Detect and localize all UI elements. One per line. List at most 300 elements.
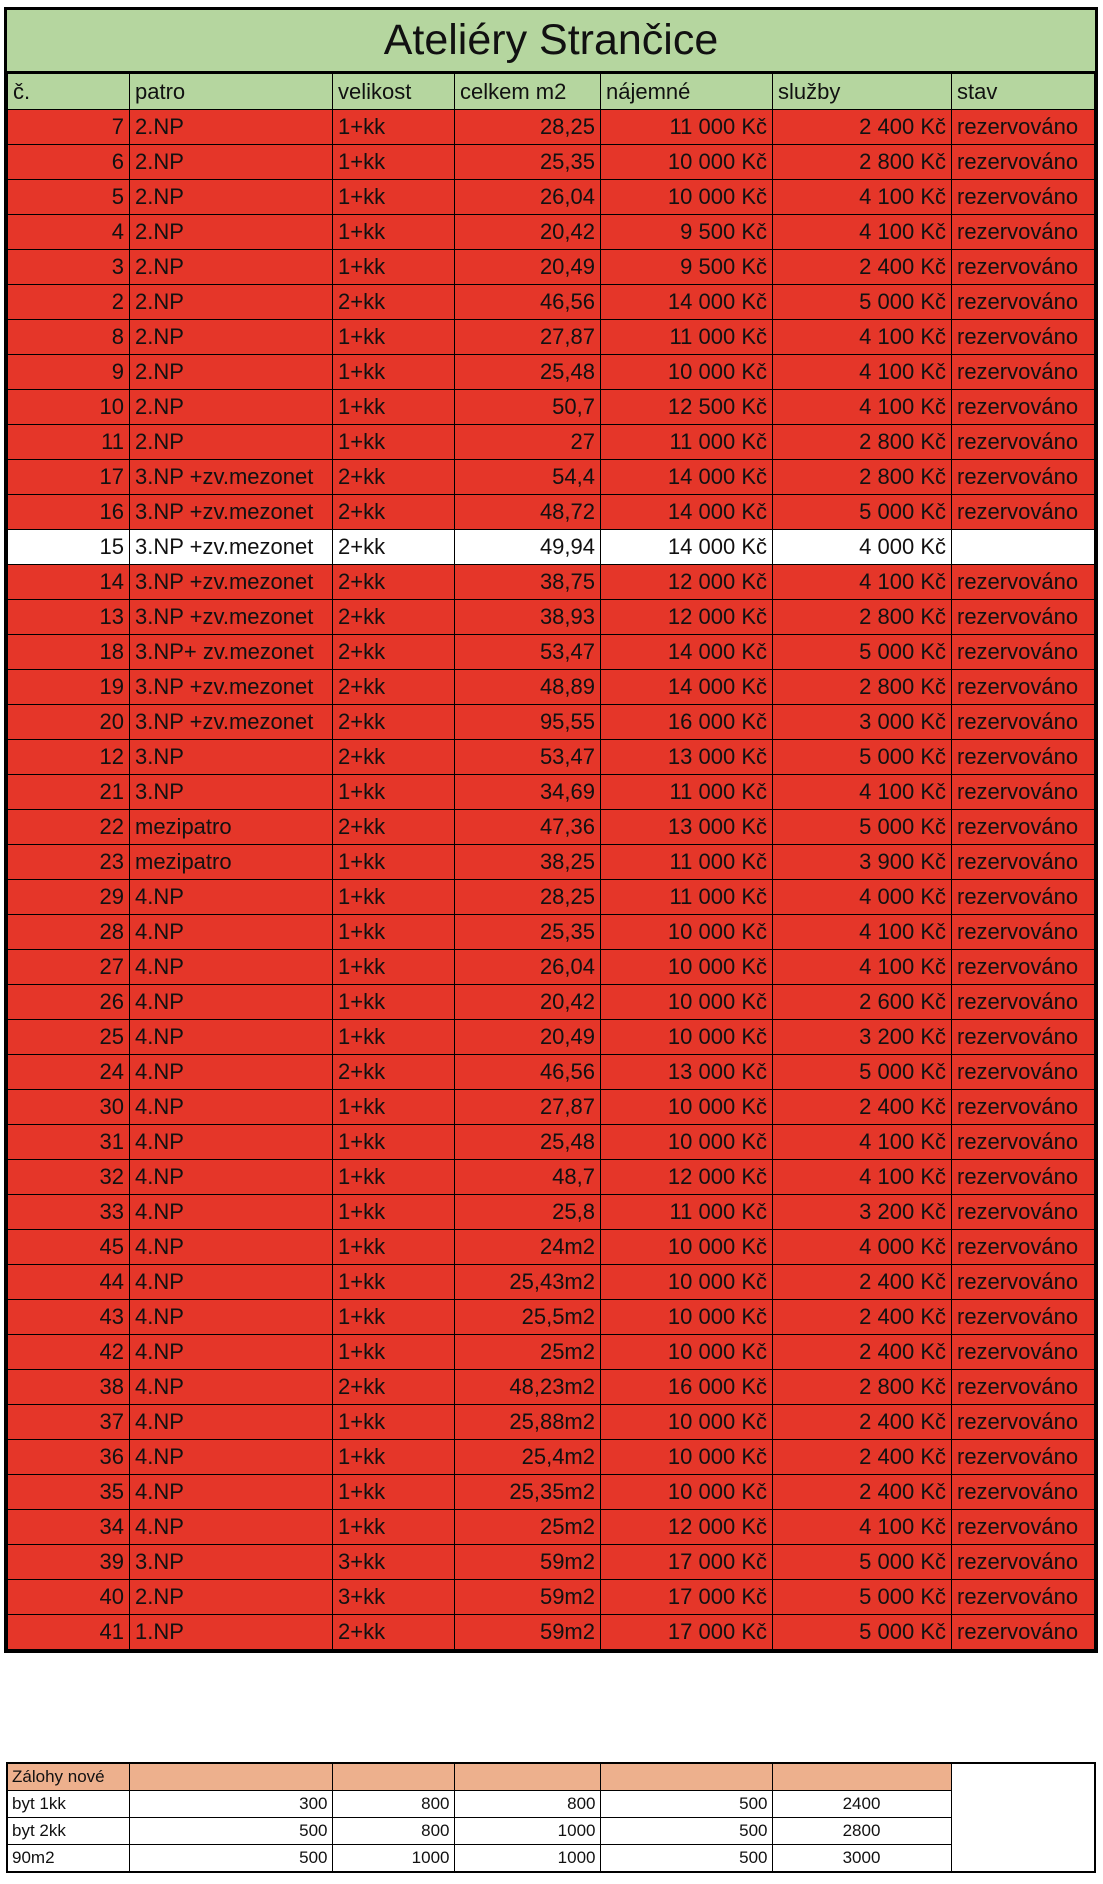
cell-services: 2 400 Kč	[773, 250, 952, 285]
cell-size: 1+kk	[333, 1440, 455, 1475]
table-row	[8, 1055, 1095, 1090]
cell-rent: 10 000 Kč	[601, 1125, 773, 1160]
table-row	[8, 1510, 1095, 1545]
cell-floor: 2.NP	[130, 425, 333, 460]
cell-status: rezervováno	[952, 1440, 1095, 1475]
cell-services: 5 000 Kč	[773, 740, 952, 775]
cell-services: 3 000 Kč	[773, 705, 952, 740]
cell-size: 1+kk	[333, 215, 455, 250]
cell-services: 3 200 Kč	[773, 1195, 952, 1230]
zalohy-heading-cell	[600, 1763, 772, 1791]
zalohy-label: byt 2kk	[7, 1818, 129, 1845]
cell-area: 20,49	[455, 1020, 601, 1055]
table-row	[8, 390, 1095, 425]
table-row	[8, 1020, 1095, 1055]
table-row	[8, 985, 1095, 1020]
cell-rent: 17 000 Kč	[601, 1615, 773, 1650]
cell-size: 1+kk	[333, 1475, 455, 1510]
cell-services: 4 100 Kč	[773, 180, 952, 215]
cell-floor: 2.NP	[130, 320, 333, 355]
cell-floor: 4.NP	[130, 1055, 333, 1090]
cell-floor: 4.NP	[130, 1440, 333, 1475]
cell-size: 2+kk	[333, 635, 455, 670]
cell-area: 59m2	[455, 1580, 601, 1615]
cell-area: 49,94	[455, 530, 601, 565]
table-row	[8, 565, 1095, 600]
table-row	[8, 1090, 1095, 1125]
column-header: stav	[952, 74, 1095, 110]
cell-rent: 17 000 Kč	[601, 1545, 773, 1580]
cell-rent: 12 500 Kč	[601, 390, 773, 425]
cell-rent: 11 000 Kč	[601, 845, 773, 880]
cell-size: 1+kk	[333, 775, 455, 810]
cell-area: 25,43m2	[455, 1265, 601, 1300]
cell-number: 24	[8, 1055, 130, 1090]
zalohy-table	[6, 1762, 1096, 1873]
zalohy-value: 1000	[454, 1818, 600, 1845]
zalohy-value: 500	[129, 1818, 332, 1845]
table-row	[8, 915, 1095, 950]
cell-size: 1+kk	[333, 180, 455, 215]
cell-number: 7	[8, 110, 130, 145]
cell-status: rezervováno	[952, 845, 1095, 880]
cell-floor: 3.NP +zv.mezonet	[130, 460, 333, 495]
zalohy-heading-cell	[129, 1763, 332, 1791]
cell-services: 2 800 Kč	[773, 1370, 952, 1405]
cell-area: 27	[455, 425, 601, 460]
cell-size: 1+kk	[333, 110, 455, 145]
cell-rent: 10 000 Kč	[601, 1020, 773, 1055]
cell-status: rezervováno	[952, 950, 1095, 985]
zalohy-value: 800	[332, 1818, 454, 1845]
zalohy-heading-cell	[772, 1763, 951, 1791]
cell-status: rezervováno	[952, 705, 1095, 740]
cell-rent: 10 000 Kč	[601, 1090, 773, 1125]
cell-area: 25,8	[455, 1195, 601, 1230]
cell-size: 1+kk	[333, 845, 455, 880]
cell-area: 48,89	[455, 670, 601, 705]
table-row	[8, 180, 1095, 215]
cell-floor: 4.NP	[130, 1335, 333, 1370]
cell-area: 25m2	[455, 1510, 601, 1545]
cell-rent: 10 000 Kč	[601, 985, 773, 1020]
table-row	[8, 600, 1095, 635]
table-row	[8, 810, 1095, 845]
cell-area: 25,48	[455, 355, 601, 390]
cell-services: 5 000 Kč	[773, 1055, 952, 1090]
cell-status: rezervováno	[952, 425, 1095, 460]
table-row	[8, 1230, 1095, 1265]
cell-rent: 10 000 Kč	[601, 1475, 773, 1510]
column-header: č.	[8, 74, 130, 110]
cell-size: 3+kk	[333, 1545, 455, 1580]
cell-floor: 3.NP +zv.mezonet	[130, 705, 333, 740]
cell-status: rezervováno	[952, 390, 1095, 425]
cell-services: 4 100 Kč	[773, 390, 952, 425]
cell-floor: 4.NP	[130, 1370, 333, 1405]
cell-number: 15	[8, 530, 130, 565]
cell-size: 2+kk	[333, 285, 455, 320]
cell-number: 13	[8, 600, 130, 635]
zalohy-row	[7, 1818, 1095, 1845]
cell-rent: 10 000 Kč	[601, 950, 773, 985]
cell-number: 30	[8, 1090, 130, 1125]
column-header: patro	[130, 74, 333, 110]
table-row	[8, 250, 1095, 285]
cell-services: 4 100 Kč	[773, 1125, 952, 1160]
cell-rent: 14 000 Kč	[601, 460, 773, 495]
column-header: celkem m2	[455, 74, 601, 110]
cell-number: 29	[8, 880, 130, 915]
cell-floor: 2.NP	[130, 1580, 333, 1615]
cell-area: 34,69	[455, 775, 601, 810]
cell-status: rezervováno	[952, 460, 1095, 495]
cell-size: 1+kk	[333, 390, 455, 425]
cell-size: 2+kk	[333, 810, 455, 845]
zalohy-label: 90m2	[7, 1845, 129, 1873]
table-row	[8, 845, 1095, 880]
cell-services: 2 800 Kč	[773, 145, 952, 180]
cell-floor: 4.NP	[130, 1125, 333, 1160]
cell-floor: 4.NP	[130, 985, 333, 1020]
cell-rent: 10 000 Kč	[601, 1230, 773, 1265]
cell-floor: 4.NP	[130, 950, 333, 985]
cell-size: 1+kk	[333, 1020, 455, 1055]
cell-rent: 11 000 Kč	[601, 110, 773, 145]
cell-number: 37	[8, 1405, 130, 1440]
cell-size: 1+kk	[333, 880, 455, 915]
zalohy-value: 1000	[332, 1845, 454, 1873]
table-row	[8, 1335, 1095, 1370]
cell-status: rezervováno	[952, 1370, 1095, 1405]
cell-floor: 3.NP +zv.mezonet	[130, 670, 333, 705]
cell-floor: 4.NP	[130, 1020, 333, 1055]
table-row	[8, 1545, 1095, 1580]
cell-floor: mezipatro	[130, 810, 333, 845]
cell-area: 46,56	[455, 285, 601, 320]
cell-number: 11	[8, 425, 130, 460]
cell-size: 3+kk	[333, 1580, 455, 1615]
cell-floor: 3.NP	[130, 1545, 333, 1580]
column-header: služby	[773, 74, 952, 110]
cell-rent: 12 000 Kč	[601, 565, 773, 600]
cell-area: 38,93	[455, 600, 601, 635]
cell-floor: 2.NP	[130, 285, 333, 320]
cell-status: rezervováno	[952, 565, 1095, 600]
cell-status	[952, 530, 1095, 565]
cell-size: 1+kk	[333, 1265, 455, 1300]
cell-number: 8	[8, 320, 130, 355]
cell-area: 59m2	[455, 1545, 601, 1580]
cell-area: 25,35	[455, 915, 601, 950]
cell-services: 4 000 Kč	[773, 1230, 952, 1265]
cell-area: 28,25	[455, 880, 601, 915]
cell-services: 2 400 Kč	[773, 1405, 952, 1440]
cell-floor: 4.NP	[130, 1475, 333, 1510]
cell-floor: 3.NP	[130, 775, 333, 810]
zalohy-value: 800	[332, 1791, 454, 1818]
cell-area: 48,72	[455, 495, 601, 530]
cell-size: 2+kk	[333, 1370, 455, 1405]
cell-services: 4 100 Kč	[773, 915, 952, 950]
table-row	[8, 635, 1095, 670]
cell-floor: 4.NP	[130, 1230, 333, 1265]
cell-status: rezervováno	[952, 1265, 1095, 1300]
cell-rent: 16 000 Kč	[601, 1370, 773, 1405]
cell-floor: 4.NP	[130, 1090, 333, 1125]
zalohy-value: 500	[600, 1818, 772, 1845]
cell-number: 20	[8, 705, 130, 740]
cell-number: 25	[8, 1020, 130, 1055]
zalohy-value: 500	[600, 1791, 772, 1818]
cell-status: rezervováno	[952, 110, 1095, 145]
cell-status: rezervováno	[952, 145, 1095, 180]
cell-number: 28	[8, 915, 130, 950]
cell-status: rezervováno	[952, 1545, 1095, 1580]
table-row	[8, 1125, 1095, 1160]
cell-services: 5 000 Kč	[773, 1545, 952, 1580]
cell-area: 48,7	[455, 1160, 601, 1195]
table-row	[8, 1195, 1095, 1230]
cell-area: 25,4m2	[455, 1440, 601, 1475]
cell-floor: 4.NP	[130, 1405, 333, 1440]
zalohy-value: 2400	[772, 1791, 951, 1818]
cell-size: 1+kk	[333, 1335, 455, 1370]
table-row	[8, 1475, 1095, 1510]
cell-rent: 12 000 Kč	[601, 1160, 773, 1195]
zalohy-heading-row	[7, 1763, 1095, 1791]
cell-size: 1+kk	[333, 915, 455, 950]
cell-size: 1+kk	[333, 985, 455, 1020]
cell-area: 59m2	[455, 1615, 601, 1650]
cell-services: 2 400 Kč	[773, 1335, 952, 1370]
cell-services: 4 100 Kč	[773, 215, 952, 250]
cell-rent: 14 000 Kč	[601, 635, 773, 670]
cell-status: rezervováno	[952, 1475, 1095, 1510]
cell-floor: 1.NP	[130, 1615, 333, 1650]
cell-number: 31	[8, 1125, 130, 1160]
cell-rent: 16 000 Kč	[601, 705, 773, 740]
cell-rent: 10 000 Kč	[601, 1440, 773, 1475]
cell-services: 5 000 Kč	[773, 810, 952, 845]
cell-size: 2+kk	[333, 740, 455, 775]
empty-cell	[951, 1845, 1095, 1873]
cell-rent: 13 000 Kč	[601, 1055, 773, 1090]
cell-area: 28,25	[455, 110, 601, 145]
cell-status: rezervováno	[952, 985, 1095, 1020]
cell-area: 48,23m2	[455, 1370, 601, 1405]
cell-size: 1+kk	[333, 950, 455, 985]
cell-number: 41	[8, 1615, 130, 1650]
cell-floor: 3.NP +zv.mezonet	[130, 565, 333, 600]
cell-floor: 2.NP	[130, 390, 333, 425]
cell-area: 26,04	[455, 950, 601, 985]
cell-services: 2 400 Kč	[773, 1475, 952, 1510]
cell-area: 25,88m2	[455, 1405, 601, 1440]
cell-area: 26,04	[455, 180, 601, 215]
cell-services: 5 000 Kč	[773, 1580, 952, 1615]
cell-rent: 11 000 Kč	[601, 425, 773, 460]
cell-services: 3 900 Kč	[773, 845, 952, 880]
cell-rent: 12 000 Kč	[601, 1510, 773, 1545]
cell-rent: 11 000 Kč	[601, 320, 773, 355]
cell-services: 2 800 Kč	[773, 670, 952, 705]
cell-floor: 2.NP	[130, 355, 333, 390]
cell-floor: 3.NP+ zv.mezonet	[130, 635, 333, 670]
table-row	[8, 530, 1095, 565]
zalohy-body	[7, 1763, 1095, 1872]
cell-size: 1+kk	[333, 145, 455, 180]
cell-status: rezervováno	[952, 1230, 1095, 1265]
cell-area: 27,87	[455, 1090, 601, 1125]
cell-size: 1+kk	[333, 1510, 455, 1545]
table-row	[8, 145, 1095, 180]
table-row	[8, 1160, 1095, 1195]
table-row	[8, 705, 1095, 740]
cell-number: 43	[8, 1300, 130, 1335]
cell-number: 39	[8, 1545, 130, 1580]
table-row	[8, 775, 1095, 810]
cell-number: 14	[8, 565, 130, 600]
cell-services: 4 100 Kč	[773, 355, 952, 390]
cell-number: 42	[8, 1335, 130, 1370]
table-row	[8, 320, 1095, 355]
table-row	[8, 1580, 1095, 1615]
cell-rent: 14 000 Kč	[601, 285, 773, 320]
cell-services: 2 400 Kč	[773, 1265, 952, 1300]
cell-services: 2 800 Kč	[773, 460, 952, 495]
cell-status: rezervováno	[952, 1090, 1095, 1125]
cell-number: 9	[8, 355, 130, 390]
cell-number: 36	[8, 1440, 130, 1475]
cell-size: 2+kk	[333, 600, 455, 635]
cell-area: 25,35	[455, 145, 601, 180]
cell-status: rezervováno	[952, 880, 1095, 915]
cell-status: rezervováno	[952, 1300, 1095, 1335]
zalohy-value: 500	[600, 1845, 772, 1873]
cell-area: 50,7	[455, 390, 601, 425]
cell-area: 38,25	[455, 845, 601, 880]
cell-rent: 10 000 Kč	[601, 355, 773, 390]
cell-rent: 12 000 Kč	[601, 600, 773, 635]
cell-status: rezervováno	[952, 1160, 1095, 1195]
empty-cell	[951, 1763, 1095, 1791]
cell-number: 2	[8, 285, 130, 320]
cell-status: rezervováno	[952, 1580, 1095, 1615]
cell-size: 1+kk	[333, 1195, 455, 1230]
cell-area: 20,42	[455, 985, 601, 1020]
sheet-title: Ateliéry Strančice	[7, 10, 1095, 73]
cell-rent: 14 000 Kč	[601, 530, 773, 565]
cell-size: 2+kk	[333, 460, 455, 495]
cell-floor: 2.NP	[130, 215, 333, 250]
empty-cell	[951, 1818, 1095, 1845]
cell-floor: 3.NP	[130, 740, 333, 775]
cell-status: rezervováno	[952, 495, 1095, 530]
cell-status: rezervováno	[952, 635, 1095, 670]
table-row	[8, 880, 1095, 915]
cell-services: 2 400 Kč	[773, 1300, 952, 1335]
cell-status: rezervováno	[952, 810, 1095, 845]
cell-services: 5 000 Kč	[773, 285, 952, 320]
zalohy-label: byt 1kk	[7, 1791, 129, 1818]
cell-number: 27	[8, 950, 130, 985]
table-row	[8, 1440, 1095, 1475]
zalohy-heading: Zálohy nové	[7, 1763, 129, 1791]
cell-area: 54,4	[455, 460, 601, 495]
zalohy-value: 800	[454, 1791, 600, 1818]
cell-size: 2+kk	[333, 670, 455, 705]
cell-rent: 10 000 Kč	[601, 145, 773, 180]
cell-services: 4 100 Kč	[773, 320, 952, 355]
table-row	[8, 460, 1095, 495]
cell-floor: 2.NP	[130, 145, 333, 180]
cell-size: 2+kk	[333, 705, 455, 740]
cell-services: 4 000 Kč	[773, 530, 952, 565]
cell-size: 1+kk	[333, 250, 455, 285]
cell-services: 2 400 Kč	[773, 1440, 952, 1475]
cell-floor: 4.NP	[130, 1300, 333, 1335]
cell-rent: 10 000 Kč	[601, 1335, 773, 1370]
cell-number: 23	[8, 845, 130, 880]
cell-floor: 3.NP +zv.mezonet	[130, 495, 333, 530]
cell-services: 2 800 Kč	[773, 425, 952, 460]
table-row	[8, 425, 1095, 460]
cell-rent: 14 000 Kč	[601, 670, 773, 705]
cell-number: 4	[8, 215, 130, 250]
cell-number: 21	[8, 775, 130, 810]
cell-status: rezervováno	[952, 1335, 1095, 1370]
zalohy-value: 3000	[772, 1845, 951, 1873]
cell-number: 22	[8, 810, 130, 845]
cell-number: 34	[8, 1510, 130, 1545]
zalohy-value: 300	[129, 1791, 332, 1818]
cell-number: 45	[8, 1230, 130, 1265]
cell-status: rezervováno	[952, 1405, 1095, 1440]
cell-rent: 17 000 Kč	[601, 1580, 773, 1615]
cell-area: 47,36	[455, 810, 601, 845]
cell-number: 35	[8, 1475, 130, 1510]
cell-size: 1+kk	[333, 1405, 455, 1440]
table-row	[8, 110, 1095, 145]
cell-number: 6	[8, 145, 130, 180]
cell-status: rezervováno	[952, 180, 1095, 215]
cell-floor: 2.NP	[130, 110, 333, 145]
cell-number: 40	[8, 1580, 130, 1615]
cell-area: 25,5m2	[455, 1300, 601, 1335]
cell-number: 26	[8, 985, 130, 1020]
cell-services: 2 400 Kč	[773, 110, 952, 145]
cell-area: 53,47	[455, 740, 601, 775]
cell-size: 2+kk	[333, 1055, 455, 1090]
cell-floor: mezipatro	[130, 845, 333, 880]
cell-status: rezervováno	[952, 600, 1095, 635]
cell-rent: 9 500 Kč	[601, 250, 773, 285]
cell-services: 5 000 Kč	[773, 495, 952, 530]
cell-status: rezervováno	[952, 740, 1095, 775]
table-row	[8, 950, 1095, 985]
cell-size: 1+kk	[333, 1125, 455, 1160]
cell-area: 46,56	[455, 1055, 601, 1090]
cell-floor: 3.NP +zv.mezonet	[130, 530, 333, 565]
cell-status: rezervováno	[952, 1510, 1095, 1545]
cell-number: 44	[8, 1265, 130, 1300]
cell-number: 16	[8, 495, 130, 530]
zalohy-value: 2800	[772, 1818, 951, 1845]
cell-floor: 4.NP	[130, 1195, 333, 1230]
cell-rent: 11 000 Kč	[601, 775, 773, 810]
cell-size: 1+kk	[333, 320, 455, 355]
